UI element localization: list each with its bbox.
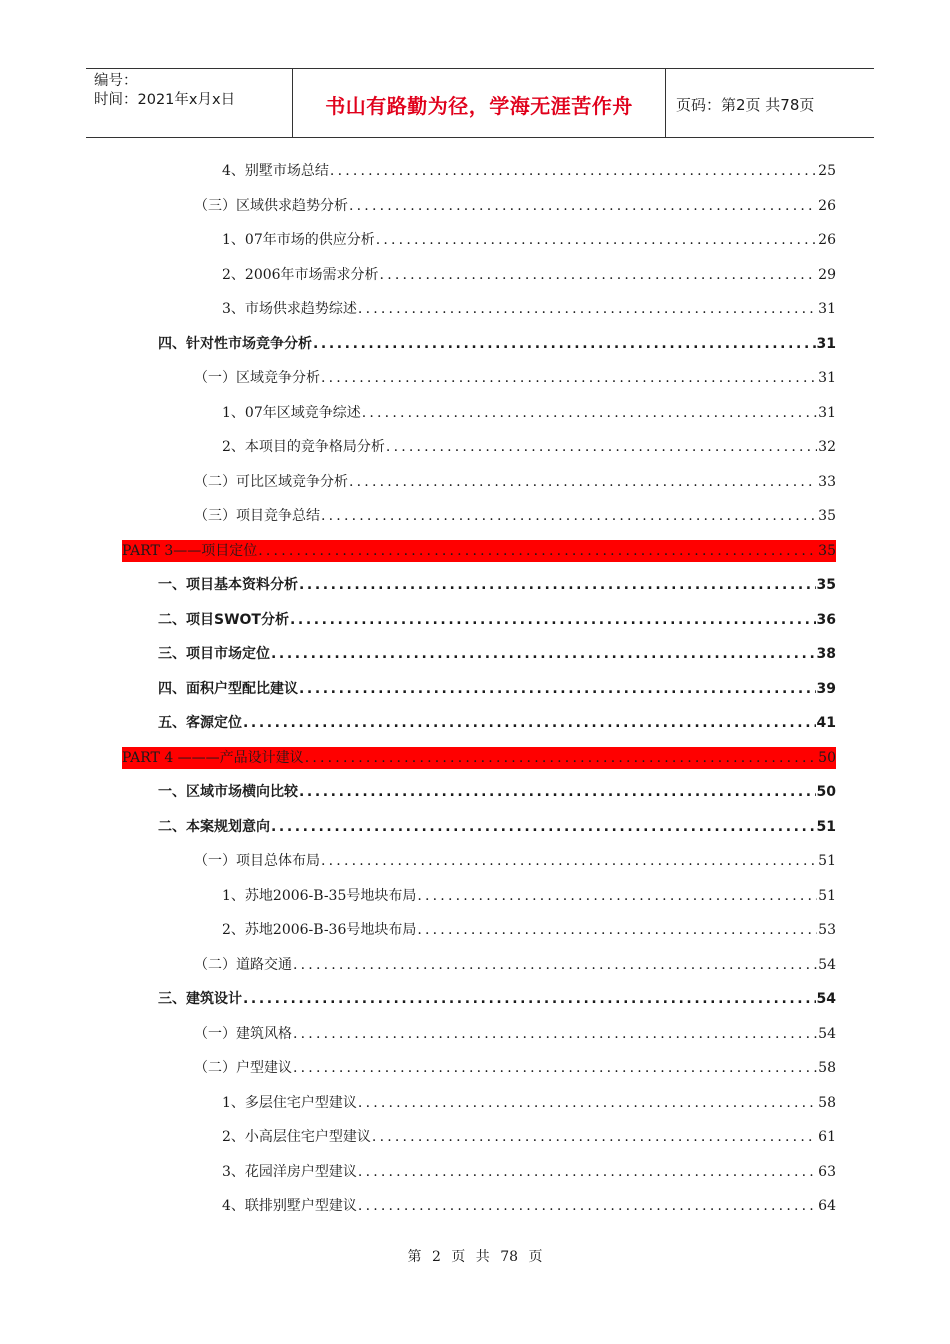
toc-entry-title: 2、苏地2006-B-36号地块布局 <box>222 922 417 938</box>
toc-entry-page: 50 <box>816 784 836 800</box>
toc-leader <box>349 471 817 493</box>
toc-entry-title: 三、项目市场定位 <box>158 646 270 662</box>
toc-section-entry[interactable] <box>158 988 836 1010</box>
header-page-info: 页码：第2页 共78页 <box>676 95 815 114</box>
toc-entry-title: 一、区域市场横向比较 <box>158 784 298 800</box>
toc-leader <box>290 609 816 631</box>
toc-entry-title: PART 4 ———产品设计建议 <box>122 750 304 766</box>
toc-entry[interactable] <box>222 402 836 424</box>
toc-entry[interactable] <box>222 436 836 458</box>
toc-entry[interactable] <box>194 1023 836 1045</box>
toc-entry-title: 三、建筑设计 <box>158 991 242 1007</box>
toc-entry-title: 二、项目SWOT分析 <box>158 612 289 628</box>
toc-entry-title: （二）户型建议 <box>194 1060 292 1076</box>
toc-entry-page: 54 <box>816 991 836 1007</box>
toc-leader <box>380 264 818 286</box>
toc-section-entry[interactable] <box>158 333 836 355</box>
toc-leader <box>305 747 817 769</box>
toc-entry-title: 1、多层住宅户型建议 <box>222 1095 357 1111</box>
toc-entry-page: 64 <box>818 1198 836 1214</box>
toc-section-entry[interactable] <box>158 816 836 838</box>
toc-leader <box>293 1057 817 1079</box>
toc-leader <box>258 540 817 562</box>
toc-leader <box>299 678 816 700</box>
toc-leader <box>293 1023 817 1045</box>
toc-entry-title: 1、苏地2006-B-35号地块布局 <box>222 888 417 904</box>
header-motto: 书山有路勤为径，学海无涯苦作舟 <box>293 69 666 137</box>
toc-entry-title: 3、市场供求趋势综述 <box>222 301 357 317</box>
toc-leader <box>372 1126 817 1148</box>
number-label: 编号： <box>94 73 138 89</box>
toc-entry-title: 2、小高层住宅户型建议 <box>222 1129 371 1145</box>
toc-leader <box>417 885 817 907</box>
toc-entry-title: 4、别墅市场总结 <box>222 163 329 179</box>
toc-leader <box>386 436 817 458</box>
toc-leader <box>243 988 816 1010</box>
toc-leader <box>271 816 816 838</box>
toc-entry-page: 51 <box>818 853 836 869</box>
toc-entry-page: 54 <box>818 1026 836 1042</box>
page-footer: 第 2 页 共 78 页 <box>407 1249 543 1265</box>
toc-entry-title: （三）项目竞争总结 <box>194 508 320 524</box>
toc-section-entry[interactable] <box>158 574 836 596</box>
toc-leader <box>376 229 817 251</box>
toc-entry-page: 35 <box>818 508 836 524</box>
toc-entry-title: （三）区域供求趋势分析 <box>194 198 348 214</box>
toc-entry-page: 54 <box>818 957 836 973</box>
toc-entry-title: 四、面积户型配比建议 <box>158 681 298 697</box>
toc-entry[interactable] <box>194 471 836 493</box>
toc-entry-page: 53 <box>818 922 836 938</box>
toc-entry-title: （二）道路交通 <box>194 957 292 973</box>
toc-entry-page: 51 <box>818 888 836 904</box>
toc-leader <box>293 954 817 976</box>
toc-entry[interactable] <box>222 229 836 251</box>
toc-entry[interactable] <box>194 505 836 527</box>
toc-entry-page: 41 <box>816 715 836 731</box>
toc-leader <box>358 298 817 320</box>
toc-part-entry[interactable] <box>122 747 836 769</box>
toc-entry-page: 58 <box>818 1095 836 1111</box>
toc-entry-title: 1、07年市场的供应分析 <box>222 232 375 248</box>
toc-leader <box>299 781 816 803</box>
toc-leader <box>349 195 817 217</box>
toc-leader <box>299 574 816 596</box>
toc-entry-page: 58 <box>818 1060 836 1076</box>
toc-leader <box>417 919 817 941</box>
toc-entry-page: 35 <box>816 577 836 593</box>
toc-entry-title: （二）可比区域竞争分析 <box>194 474 348 490</box>
toc-part-entry[interactable] <box>122 540 836 562</box>
toc-entry-page: 38 <box>816 646 836 662</box>
toc-section-entry[interactable] <box>158 712 836 734</box>
toc-entry-page: 35 <box>818 543 836 559</box>
toc-entry-page: 25 <box>818 163 836 179</box>
toc-section-entry[interactable] <box>158 678 836 700</box>
toc-leader <box>330 160 817 182</box>
toc-leader <box>321 367 817 389</box>
toc-entry-title: 二、本案规划意向 <box>158 819 270 835</box>
toc-section-entry[interactable] <box>158 643 836 665</box>
toc-entry[interactable] <box>222 885 836 907</box>
toc-entry[interactable] <box>222 1161 836 1183</box>
toc-entry-page: 51 <box>816 819 836 835</box>
toc-entry-page: 26 <box>818 198 836 214</box>
toc-entry[interactable] <box>222 1126 836 1148</box>
toc-entry[interactable] <box>222 1195 836 1217</box>
toc-entry-page: 36 <box>816 612 836 628</box>
toc-entry-page: 39 <box>816 681 836 697</box>
toc-leader <box>243 712 816 734</box>
toc-entry-page: 29 <box>818 267 836 283</box>
date-label: 时间：2021年x月x日 <box>94 92 236 108</box>
toc-entry-title: （一）区域竞争分析 <box>194 370 320 386</box>
toc-leader <box>358 1161 817 1183</box>
toc-entry-title: 3、花园洋房户型建议 <box>222 1164 357 1180</box>
toc-entry-page: 31 <box>816 336 836 352</box>
toc-leader <box>271 643 816 665</box>
toc-entry[interactable] <box>194 1057 836 1079</box>
toc-entry[interactable] <box>222 1092 836 1114</box>
toc-entry-page: 31 <box>818 301 836 317</box>
toc-entry-page: 31 <box>818 370 836 386</box>
toc-entry-page: 61 <box>818 1129 836 1145</box>
toc-entry[interactable] <box>222 298 836 320</box>
toc-entry-page: 50 <box>818 750 836 766</box>
toc-entry[interactable] <box>222 264 836 286</box>
toc-section-entry[interactable] <box>158 781 836 803</box>
toc-entry[interactable] <box>194 367 836 389</box>
toc-entry-page: 26 <box>818 232 836 248</box>
toc-entry-title: 一、项目基本资料分析 <box>158 577 298 593</box>
page-header <box>86 68 874 138</box>
toc-leader <box>321 850 817 872</box>
toc-entry-title: 4、联排别墅户型建议 <box>222 1198 357 1214</box>
toc-entry-title: 1、07年区域竞争综述 <box>222 405 361 421</box>
toc-leader <box>321 505 817 527</box>
toc-entry-page: 31 <box>818 405 836 421</box>
toc-entry-title: （一）项目总体布局 <box>194 853 320 869</box>
toc-entry-title: 四、针对性市场竞争分析 <box>158 336 312 352</box>
toc-leader <box>358 1195 817 1217</box>
toc-entry-title: PART 3——项目定位 <box>122 543 258 559</box>
toc-leader <box>362 402 817 424</box>
toc-leader <box>358 1092 817 1114</box>
header-meta <box>86 69 293 137</box>
toc-entry[interactable] <box>222 160 836 182</box>
toc-entry-page: 63 <box>818 1164 836 1180</box>
toc-entry-page: 33 <box>818 474 836 490</box>
toc-entry[interactable] <box>194 954 836 976</box>
toc-section-entry[interactable] <box>158 609 836 631</box>
toc-entry[interactable] <box>194 850 836 872</box>
toc-entry-title: 2、本项目的竞争格局分析 <box>222 439 385 455</box>
toc-entry[interactable] <box>194 195 836 217</box>
toc-entry-page: 32 <box>818 439 836 455</box>
toc-leader <box>313 333 816 355</box>
toc-entry[interactable] <box>222 919 836 941</box>
toc-entry-title: 2、2006年市场需求分析 <box>222 267 379 283</box>
toc-entry-title: 五、客源定位 <box>158 715 242 731</box>
toc-entry-title: （一）建筑风格 <box>194 1026 292 1042</box>
